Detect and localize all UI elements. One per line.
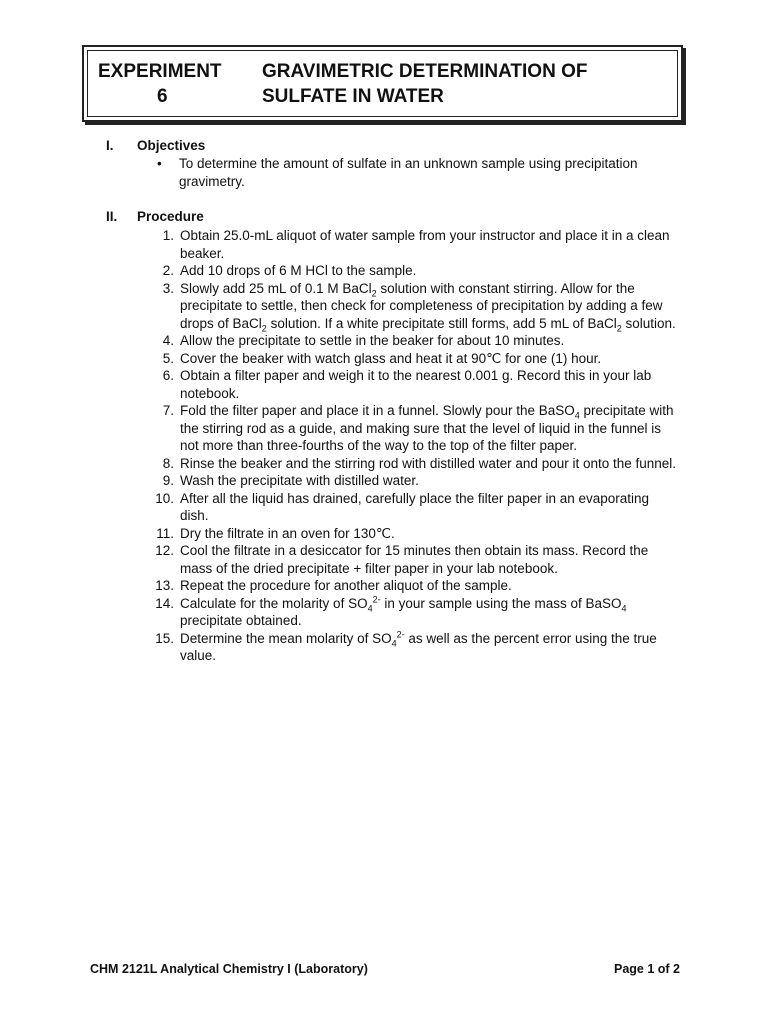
procedure-step-number: 14. xyxy=(155,595,174,611)
procedure-step xyxy=(148,490,678,525)
procedure-step xyxy=(148,525,678,543)
procedure-step-text: Obtain 25.0-mL aliquot of water sample from your instructor and place it in a clean beaker. xyxy=(180,228,670,261)
procedure-step-number: 4. xyxy=(162,333,174,348)
procedure-step-number: 11. xyxy=(156,525,174,541)
procedure-step-number: 15. xyxy=(155,630,174,646)
procedure-step-text: Add 10 drops of 6 M HCl to the sample. xyxy=(180,263,417,278)
procedure-step-text: Dry the filtrate in an oven for 130℃. xyxy=(180,525,395,541)
objectives-numeral: I. xyxy=(106,138,114,153)
footer-course: CHM 2121L Analytical Chemistry I (Laboratory) xyxy=(90,962,368,976)
experiment-label: EXPERIMENT xyxy=(98,61,222,82)
procedure-step-text: Repeat the procedure for another aliquot of the sample. xyxy=(180,578,512,593)
procedure-step-text: Slowly add 25 mL of 0.1 M BaCl$_2$ solution with constant stirring. Allow for the precipitate to settle, then check for completeness of precipitation by adding a few drops of BaCl$_2$ solution. If a white precipitate still forms, add 5 mL of BaCl$_2$ solution. xyxy=(180,280,676,334)
procedure-step xyxy=(148,280,678,333)
procedure-heading: Procedure xyxy=(137,209,204,224)
experiment-number: 6 xyxy=(157,86,168,107)
procedure-step-number: 1. xyxy=(162,228,174,243)
procedure-step xyxy=(148,332,678,350)
procedure-step-text: After all the liquid has drained, carefully place the filter paper in an evaporating dish. xyxy=(180,490,650,523)
procedure-step xyxy=(148,455,678,473)
procedure-step-number: 2. xyxy=(162,263,174,278)
objectives-heading: Objectives xyxy=(137,138,206,153)
procedure-step-number: 13. xyxy=(155,578,174,593)
procedure-step-number: 9. xyxy=(162,473,174,488)
procedure-step-text: Cool the filtrate in a desiccator for 15 minutes then obtain its mass. Record the mass of the dried precipitate + filter paper in your lab notebook. xyxy=(180,543,649,576)
procedure-step xyxy=(148,542,678,577)
procedure-step-text: Cover the beaker with watch glass and heat it at 90℃ for one (1) hour. xyxy=(180,350,602,366)
experiment-title-line2: SULFATE IN WATER xyxy=(262,86,444,107)
procedure-step-number: 8. xyxy=(162,455,174,471)
title-box xyxy=(82,45,683,122)
procedure-step-number: 5. xyxy=(162,350,174,366)
footer-page-number: Page 1 of 2 xyxy=(614,962,680,976)
procedure-step-text: Obtain a filter paper and weigh it to the nearest 0.001 g. Record this in your lab notebook. xyxy=(180,368,652,401)
procedure-step xyxy=(148,577,678,595)
procedure-step-text: Fold the filter paper and place it in a funnel. Slowly pour the BaSO$_4$ precipitate with the stirring rod as a guide, and making sure that the level of liquid in the funnel is not more than three-fourths of the way to the top of the filter paper. xyxy=(180,403,674,453)
procedure-step xyxy=(148,630,678,665)
procedure-step-text: Allow the precipitate to settle in the beaker for about 10 minutes. xyxy=(180,333,565,348)
procedure-step-number: 3. xyxy=(162,280,174,296)
experiment-title-line1: GRAVIMETRIC DETERMINATION OF xyxy=(262,61,588,82)
procedure-step xyxy=(148,402,678,455)
bullet-icon: • xyxy=(157,156,162,171)
procedure-step-number: 12. xyxy=(155,543,174,558)
procedure-step-number: 7. xyxy=(162,403,174,418)
procedure-step xyxy=(148,367,678,402)
procedure-step-text: Determine the mean molarity of $SO_4^{2-}$ as well as the percent error using the true value. xyxy=(180,629,657,663)
procedure-step xyxy=(148,350,678,368)
procedure-numeral: II. xyxy=(106,209,118,224)
procedure-list xyxy=(148,227,678,665)
experiment-title xyxy=(262,59,662,109)
procedure-step-text: Rinse the beaker and the stirring rod with distilled water and pour it onto the funnel. xyxy=(180,455,677,471)
procedure-step-text: Wash the precipitate with distilled water. xyxy=(180,473,419,488)
procedure-step-number: 10. xyxy=(155,490,174,506)
procedure-step-text: Calculate for the molarity of $SO_4^{2-}$ in your sample using the mass of BaSO$_4$ precipitate obtained. xyxy=(180,594,627,628)
procedure-step xyxy=(148,262,678,280)
objective-item xyxy=(157,155,677,191)
objective-item-text: To determine the amount of sulfate in an unknown sample using precipitation gravimetry. xyxy=(179,156,638,189)
procedure-step xyxy=(148,227,678,262)
procedure-step xyxy=(148,595,678,630)
procedure-step xyxy=(148,472,678,490)
procedure-step-number: 6. xyxy=(162,368,174,383)
